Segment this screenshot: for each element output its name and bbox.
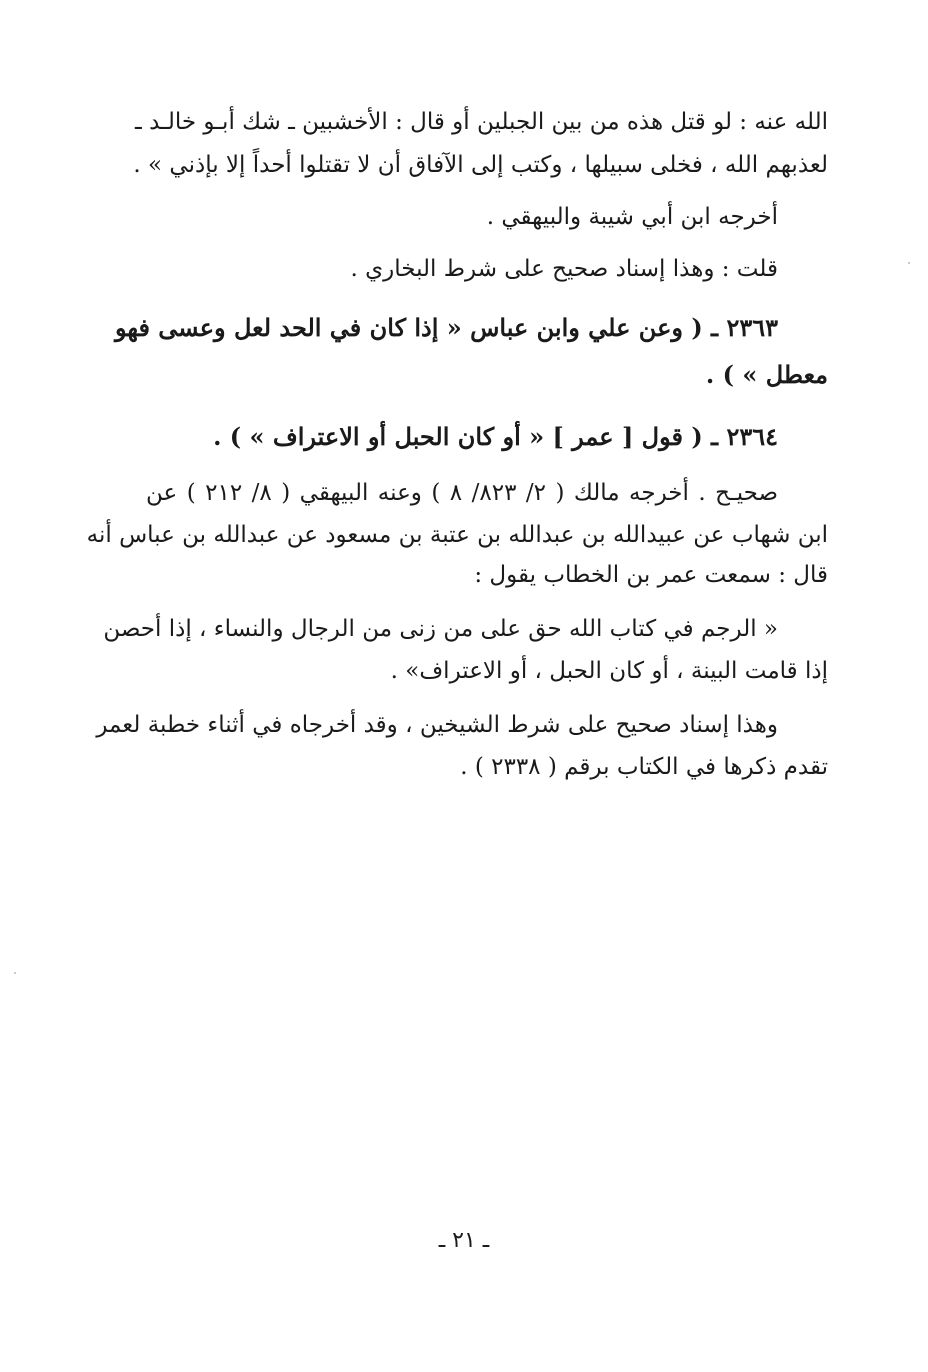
grading-line3: قال : سمعت عمر بن الخطاب يقول : [474, 562, 828, 588]
scan-speck [908, 262, 910, 264]
hadith-2363-line1: ٢٣٦٣ ـ ( وعن علي وابن عباس « إذا كان في الحد لعل وعسى فهو [114, 313, 778, 342]
quote-line2: إذا قامت البينة ، أو كان الحبل ، أو الاعتراف» . [390, 658, 828, 684]
paragraph1-line2: لعذبهم الله ، فخلى سبيلها ، وكتب إلى الآفاق أن لا تقتلوا أحداً إلا بإذني » . [133, 152, 828, 178]
hadith-2364-heading: ٢٣٦٤ ـ ( قول [ عمر ] « أو كان الحبل أو الاعتراف » ) . [213, 422, 778, 451]
grading-line2: ابن شهاب عن عبيدالله بن عبدالله بن عتبة بن مسعود عن عبدالله بن عباس أنه [86, 522, 828, 548]
page-number: ـ ٢١ ـ [438, 1228, 490, 1253]
quote-line1: « الرجم في كتاب الله حق على من زنى من الرجال والنساء ، إذا أحصن [103, 616, 778, 642]
grading-line1: صحيـح . أخرجه مالك ( ٢/ ٨٢٣/ ٨ ) وعنه البيهقي ( ٨/ ٢١٢ ) عن [146, 480, 779, 506]
comment-line: قلت : وهذا إسناد صحيح على شرط البخاري . [350, 256, 778, 282]
comment2-line1: وهذا إسناد صحيح على شرط الشيخين ، وقد أخرجاه في أثناء خطبة لعمر [96, 712, 778, 738]
hadith-2363-line2: معطل » ) . [705, 360, 828, 389]
paragraph1-line1: الله عنه : لو قتل هذه من بين الجبلين أو قال : الأخشبين ـ شك أبـو خالـد ـ [135, 109, 828, 135]
takhrij-line: أخرجه ابن أبي شيبة والبيهقي . [486, 204, 778, 230]
scan-speck [14, 972, 16, 974]
comment2-line2: تقدم ذكرها في الكتاب برقم ( ٢٣٣٨ ) . [460, 754, 828, 780]
